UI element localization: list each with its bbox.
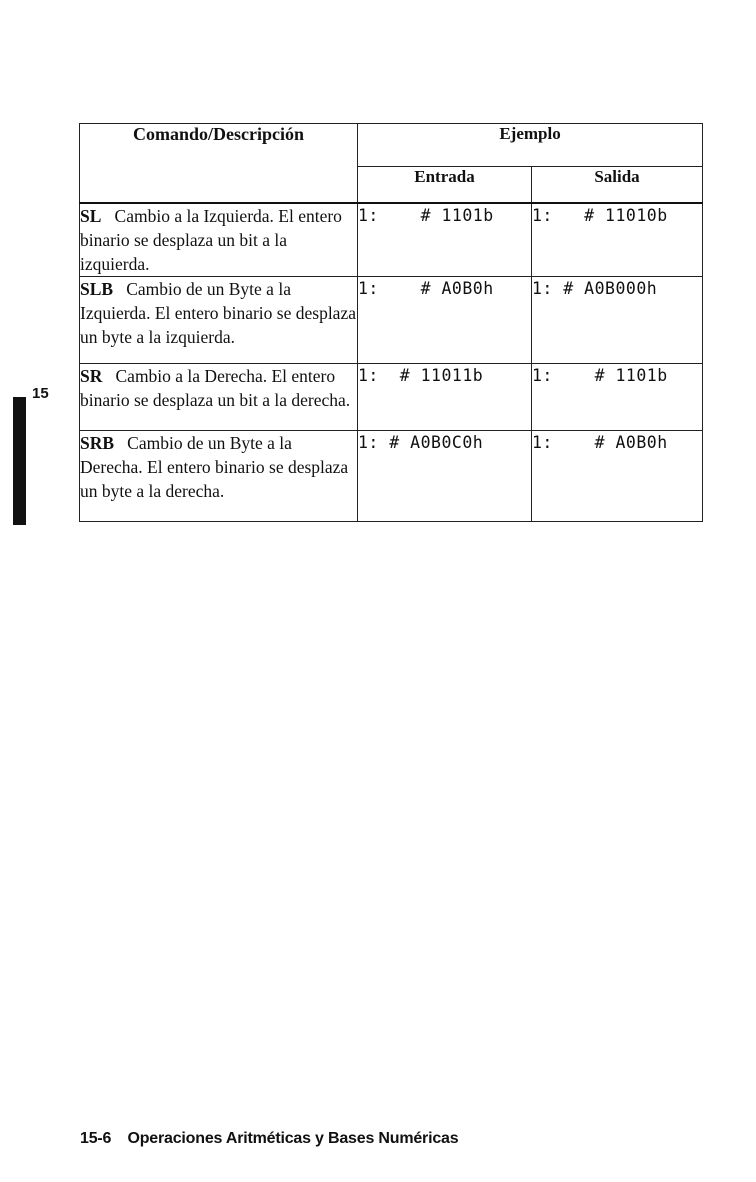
chapter-title: Operaciones Aritméticas y Bases Numéricas: [127, 1130, 459, 1147]
example-output: 1: # A0B0h: [532, 431, 703, 522]
header-command-description: Comando/Descripción: [80, 124, 358, 204]
page-footer: [80, 1130, 458, 1148]
example-input: 1: # 11011b: [358, 364, 532, 431]
command-description: Cambio de un Byte a la Izquierda. El entero binario se desplaza un byte a la izquierda.: [80, 279, 356, 347]
table-row: [80, 431, 703, 522]
chapter-tab-marker: [13, 397, 26, 525]
table-row: [80, 364, 703, 431]
command-description: Cambio a la Derecha. El entero binario se desplaza un bit a la derecha.: [80, 366, 351, 410]
example-output: 1: # 1101b: [532, 364, 703, 431]
header-example: Ejemplo: [358, 124, 703, 167]
command-name: SL: [80, 206, 102, 226]
command-name: SRB: [80, 433, 115, 453]
row-description: [80, 203, 358, 277]
header-input: Entrada: [358, 167, 532, 204]
example-output: 1: # A0B000h: [532, 277, 703, 364]
example-input: 1: # 1101b: [358, 203, 532, 277]
table-row: [80, 277, 703, 364]
example-input: 1: # A0B0C0h: [358, 431, 532, 522]
command-name: SR: [80, 366, 103, 386]
example-output: 1: # 11010b: [532, 203, 703, 277]
header-output: Salida: [532, 167, 703, 204]
table-row: [80, 203, 703, 277]
command-description: Cambio de un Byte a la Derecha. El entero binario se desplaza un byte a la derecha.: [80, 433, 349, 501]
chapter-tab-label: 15: [32, 385, 49, 402]
command-description: Cambio a la Izquierda. El entero binario se desplaza un bit a la izquierda.: [80, 206, 342, 274]
row-description: [80, 431, 358, 522]
example-input: 1: # A0B0h: [358, 277, 532, 364]
row-description: [80, 364, 358, 431]
command-table: [79, 123, 703, 522]
row-description: [80, 277, 358, 364]
page-number: 15-6: [80, 1130, 112, 1147]
command-name: SLB: [80, 279, 114, 299]
